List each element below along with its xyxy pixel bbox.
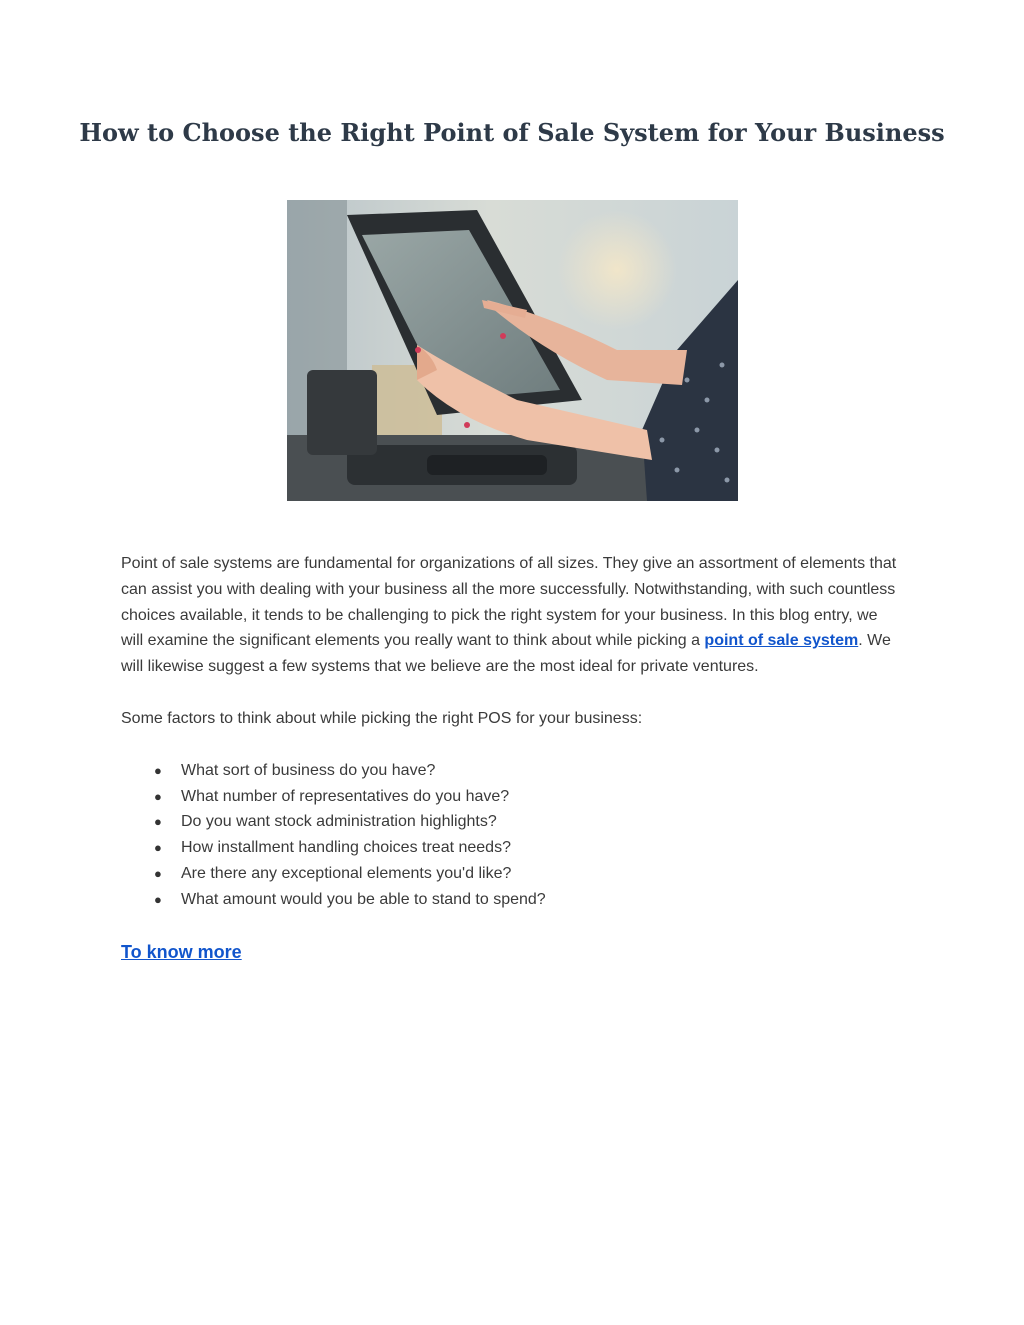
to-know-more-link[interactable]: To know more	[121, 941, 242, 962]
list-item-text: How installment handling choices treat needs?	[181, 839, 511, 857]
list-item	[121, 887, 901, 913]
bullet-icon: ●	[154, 865, 162, 881]
list-item	[121, 784, 901, 810]
bullet-icon: ●	[154, 840, 162, 856]
bullet-icon: ●	[154, 788, 162, 804]
list-item-text: What number of representatives do you have?	[181, 787, 510, 805]
page-title: How to Choose the Right Point of Sale System for Your Business	[79, 118, 945, 147]
factors-lead: Some factors to think about while picking the right POS for your business:	[121, 709, 643, 727]
intro-text-start: Point of sale systems are fundamental for organizations of all sizes. They give an assortment of elements that can assist you with dealing with your business all the more successfully. Notwithstanding, with such countless choices available, it tends to be challenging to pick the right system for your business. In this blog entry, we will examine the significant elements you really want to think about while picking a	[121, 555, 897, 650]
intro-paragraph	[121, 551, 901, 680]
article-body	[121, 551, 901, 966]
list-item	[121, 835, 901, 861]
list-item	[121, 758, 901, 784]
point-of-sale-system-link[interactable]: point of sale system	[704, 632, 859, 650]
bullet-icon: ●	[154, 814, 162, 830]
list-item-text: What sort of business do you have?	[181, 761, 436, 779]
hero-image	[287, 200, 738, 501]
list-item-text: Do you want stock administration highlights?	[181, 813, 497, 831]
bullet-icon: ●	[154, 891, 162, 907]
list-item	[121, 809, 901, 835]
list-item-text: What amount would you be able to stand to spend?	[181, 890, 546, 908]
intro-text-end: . We will likewise suggest a few systems that we believe are the most ideal for private ventures.	[121, 632, 891, 676]
list-item	[121, 861, 901, 887]
list-item-text: Are there any exceptional elements you'd like?	[181, 864, 512, 882]
factors-list	[121, 758, 901, 913]
bullet-icon: ●	[154, 762, 162, 778]
pos-touchscreen-photo-icon	[287, 200, 738, 501]
